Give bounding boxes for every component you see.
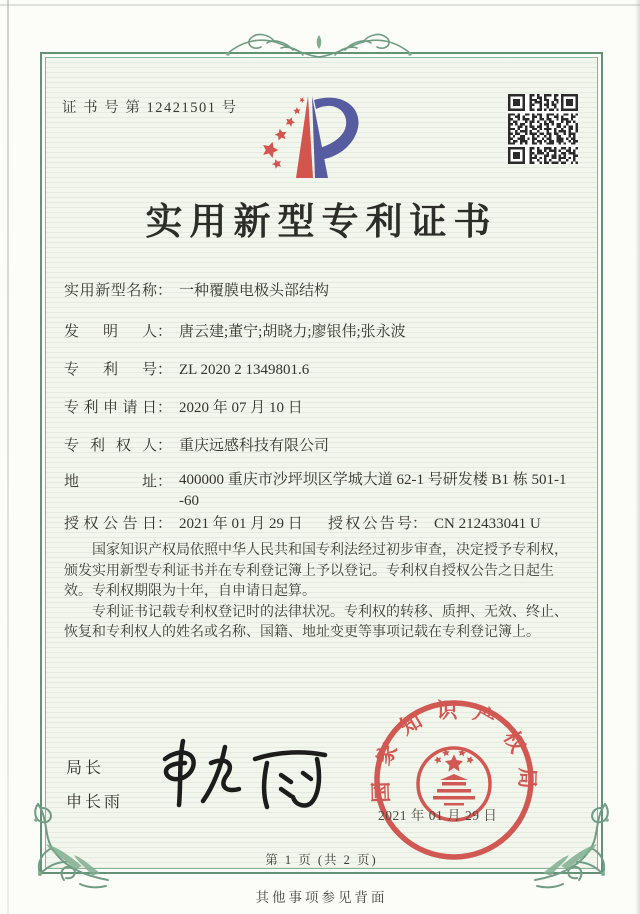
field-address: 地址： 400000 重庆市沙坪坝区学城大道 62-1 号研发楼 B1 栋 501-1 -60 bbox=[64, 470, 567, 512]
field-label: 地址 bbox=[64, 474, 157, 490]
field-label: 发明人 bbox=[64, 324, 157, 340]
address-line2: -60 bbox=[179, 493, 200, 509]
handwritten-signature-icon bbox=[155, 733, 335, 813]
field-value bbox=[179, 470, 567, 512]
field-label: 授权公告号 bbox=[328, 516, 412, 532]
field-patent-number: 专利号： ZL 2020 2 1349801.6 bbox=[64, 358, 309, 379]
seal-date: 2021 年 01 月 29 日 bbox=[378, 808, 498, 823]
field-grant-number: 授权公告号： CN 212433041 U bbox=[328, 512, 541, 533]
field-value: 一种覆膜电极头部结构 bbox=[179, 283, 330, 299]
legal-paragraph-2: 专利证书记载专利权登记时的法律状况。专利权的转移、质押、无效、终止、恢复和专利权人的姓名或名称、国籍、地址变更等事项记载在专利登记簿上。 bbox=[64, 604, 568, 640]
certificate-number: 证 书 号 第 12421501 号 bbox=[62, 100, 238, 116]
back-note: 其他事项参见背面 bbox=[255, 890, 388, 905]
field-value: 唐云建;董宁;胡晓力;廖银伟;张永波 bbox=[179, 324, 406, 340]
address-line1: 400000 重庆市沙坪坝区学城大道 62-1 号研发楼 B1 栋 501-1 bbox=[179, 472, 567, 488]
page-number: 第 1 页 (共 2 页) bbox=[265, 853, 378, 867]
border-ornament-icon bbox=[223, 28, 415, 60]
field-label: 实用新型名称 bbox=[64, 283, 157, 299]
qr-code-icon bbox=[508, 94, 578, 164]
field-inventors: 发明人： 唐云建;董宁;胡晓力;廖银伟;张永波 bbox=[64, 320, 406, 341]
field-grant-date: 授权公告日： 2021 年 01 月 29 日 bbox=[64, 512, 303, 533]
field-patentee: 专利权人： 重庆远感科技有限公司 bbox=[64, 434, 329, 455]
corner-flourish-icon bbox=[533, 776, 613, 894]
scan-edge-right bbox=[635, 0, 640, 914]
seal-text: 国家知识产权局 bbox=[368, 698, 540, 804]
scan-edge-top bbox=[0, 4, 640, 6]
commissioner-block bbox=[66, 755, 123, 823]
legal-paragraph-1: 国家知识产权局依照中华人民共和国专利法经过初步审查，决定授予专利权，颁发实用新型专利证书并在专利登记簿上予以登记。专利权自授权公告之日起生效。专利权期限为十年，自申请日起算。 bbox=[64, 543, 568, 599]
field-value: 2021 年 01 月 29 日 bbox=[179, 516, 303, 532]
field-label: 专利号 bbox=[64, 362, 157, 378]
field-filing-date: 专利申请日： 2020 年 07 月 10 日 bbox=[64, 396, 303, 417]
scan-edge-left bbox=[7, 0, 9, 914]
commissioner-title: 局长 bbox=[66, 760, 105, 777]
field-value: 2020 年 07 月 10 日 bbox=[179, 400, 303, 416]
field-name: 实用新型名称： 一种覆膜电极头部结构 bbox=[64, 279, 329, 300]
field-label: 专利申请日 bbox=[64, 400, 157, 416]
svg-text:国家知识产权局 bbox=[369, 698, 540, 803]
legal-text bbox=[64, 541, 572, 644]
commissioner-name: 申长雨 bbox=[66, 794, 124, 811]
field-value: CN 212433041 U bbox=[434, 516, 541, 532]
field-value: 重庆远感科技有限公司 bbox=[179, 438, 330, 454]
field-label: 专利权人 bbox=[64, 438, 157, 454]
certificate-title: 实用新型专利证书 bbox=[145, 202, 498, 243]
field-value: ZL 2020 2 1349801.6 bbox=[179, 362, 310, 378]
cnipa-red-seal-icon bbox=[368, 696, 540, 868]
cnipa-logo-icon bbox=[250, 84, 374, 188]
field-label: 授权公告日 bbox=[64, 516, 157, 532]
